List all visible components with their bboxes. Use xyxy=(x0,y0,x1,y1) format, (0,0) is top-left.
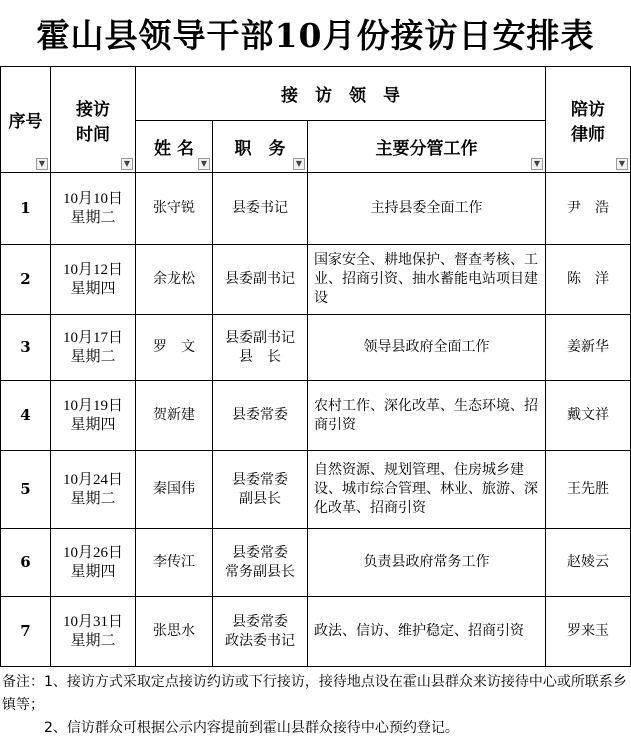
lawyer-cell: 王先胜 xyxy=(546,451,631,529)
header-position-label: 职 务 xyxy=(234,139,286,159)
duties-cell: 自然资源、规划管理、住房城乡建设、城市综合管理、林业、旅游、深化改革、招商引资 xyxy=(308,451,546,529)
filter-dropdown-icon[interactable]: ▼ xyxy=(36,158,48,170)
filter-dropdown-icon[interactable]: ▼ xyxy=(121,158,133,170)
header-seq-label: 序号 xyxy=(8,112,43,132)
lawyer-cell: 戴文祥 xyxy=(546,381,631,451)
header-seq xyxy=(1,67,51,173)
date-cell: 10月24日 星期二 xyxy=(51,451,136,529)
schedule-table xyxy=(0,66,631,667)
seq-cell: 7 xyxy=(1,597,51,667)
position-cell: 县委副书记 xyxy=(213,245,308,315)
seq-cell: 6 xyxy=(1,529,51,597)
seq-cell: 2 xyxy=(1,245,51,315)
filter-dropdown-icon[interactable]: ▼ xyxy=(531,158,543,170)
name-cell: 秦国伟 xyxy=(136,451,213,529)
seq-cell: 1 xyxy=(1,173,51,245)
name-cell: 张思水 xyxy=(136,597,213,667)
header-name xyxy=(136,121,213,173)
position-cell: 县委常委 副县长 xyxy=(213,451,308,529)
date-cell: 10月17日 星期二 xyxy=(51,315,136,381)
lawyer-cell: 罗来玉 xyxy=(546,597,631,667)
note-line: 2、信访群众可根据公示内容提前到霍山县群众接待中心预约登记。 xyxy=(2,720,459,736)
table-row xyxy=(1,597,631,667)
header-position xyxy=(213,121,308,173)
notes xyxy=(2,671,628,740)
duties-cell: 领导县政府全面工作 xyxy=(308,315,546,381)
lawyer-cell: 陈 洋 xyxy=(546,245,631,315)
position-cell: 县委书记 xyxy=(213,173,308,245)
header-lawyer xyxy=(546,67,631,173)
lawyer-cell: 尹 浩 xyxy=(546,173,631,245)
header-name-label: 姓 名 xyxy=(154,139,194,159)
seq-cell: 4 xyxy=(1,381,51,451)
duties-cell: 国家安全、耕地保护、督查考核、工业、招商引资、抽水蓄能电站项目建设 xyxy=(308,245,546,315)
seq-cell: 5 xyxy=(1,451,51,529)
name-cell: 贺新建 xyxy=(136,381,213,451)
position-cell: 县委副书记 县 长 xyxy=(213,315,308,381)
table-row xyxy=(1,381,631,451)
table-row xyxy=(1,529,631,597)
filter-dropdown-icon[interactable]: ▼ xyxy=(198,158,210,170)
page-title: 霍山县领导干部10月份接访日安排表 xyxy=(36,15,595,55)
position-cell: 县委常委 政法委书记 xyxy=(213,597,308,667)
name-cell: 张守锐 xyxy=(136,173,213,245)
name-cell: 李传江 xyxy=(136,529,213,597)
table-row xyxy=(1,173,631,245)
lawyer-cell: 赵婈云 xyxy=(546,529,631,597)
table-row xyxy=(1,315,631,381)
filter-dropdown-icon[interactable]: ▼ xyxy=(616,158,628,170)
date-cell: 10月12日 星期四 xyxy=(51,245,136,315)
lawyer-cell: 姜新华 xyxy=(546,315,631,381)
duties-cell: 负责县政府常务工作 xyxy=(308,529,546,597)
name-cell: 罗 文 xyxy=(136,315,213,381)
header-leader-group: 接 访 领 导 xyxy=(136,67,546,121)
table-row xyxy=(1,245,631,315)
table-row xyxy=(1,451,631,529)
header-lawyer-label: 陪访 律师 xyxy=(571,99,605,145)
date-cell: 10月10日 星期二 xyxy=(51,173,136,245)
header-duties-label: 主要分管工作 xyxy=(375,139,478,159)
position-cell: 县委常委 常务副县长 xyxy=(213,529,308,597)
duties-cell: 主持县委全面工作 xyxy=(308,173,546,245)
header-duties xyxy=(308,121,546,173)
duties-cell: 政法、信访、维护稳定、招商引资 xyxy=(308,597,546,667)
header-time xyxy=(51,67,136,173)
header-time-label: 接访 时间 xyxy=(76,99,110,145)
date-cell: 10月19日 星期四 xyxy=(51,381,136,451)
duties-cell: 农村工作、深化改革、生态环境、招商引资 xyxy=(308,381,546,451)
filter-dropdown-icon[interactable]: ▼ xyxy=(293,158,305,170)
name-cell: 余龙松 xyxy=(136,245,213,315)
position-cell: 县委常委 xyxy=(213,381,308,451)
note-line: 备注：1、接访方式采取定点接访约访或下行接访，接待地点设在霍山县群众来访接待中心或所联系乡镇等； xyxy=(2,674,627,713)
date-cell: 10月31日 星期二 xyxy=(51,597,136,667)
seq-cell: 3 xyxy=(1,315,51,381)
date-cell: 10月26日 星期四 xyxy=(51,529,136,597)
